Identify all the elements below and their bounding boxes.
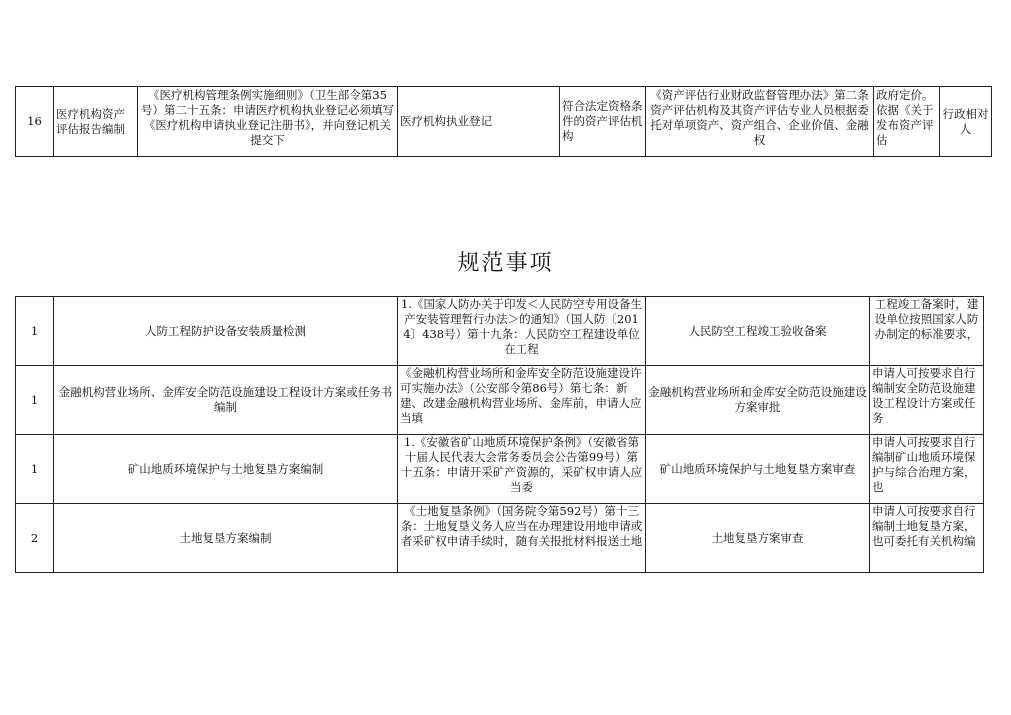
note-text: 申请人可按要求自行编制安全防范设施建设工程设计方案或任务 (872, 366, 976, 425)
fee-basis-cell (874, 87, 940, 157)
service-item-cell: 金融机构营业场所、金库安全防范设施建设工程设计方案或任务书编制 (54, 366, 398, 435)
legal-basis-cell (398, 366, 646, 435)
legal-basis-text: 《土地复垦条例》（国务院令第592号）第十三条：土地复垦义务人应当在办理建设用地申请或者采矿权申请手续时，随有关报批材料报送土地 (400, 504, 643, 548)
approval-item-cell: 土地复垦方案审查 (646, 504, 870, 573)
row-number: 16 (16, 87, 54, 157)
approval-item-cell: 金融机构营业场所和金库安全防范设施建设方案审批 (646, 366, 870, 435)
note-text: 工程竣工备案时，建设单位按照国家人防办制定的标准要求， (874, 297, 979, 341)
service-item-cell: 矿山地质环境保护与土地复垦方案编制 (54, 435, 398, 504)
legal-basis-text: 1.《安徽省矿山地质环境保护条例》（安徽省第十届人民代表大会常务委员会公告第99号）第十五条：申请开采矿产资源的，采矿权申请人应当委 (400, 435, 643, 494)
standard-items-table (15, 296, 984, 573)
approval-item-cell: 矿山地质环境保护与土地复垦方案审查 (646, 435, 870, 504)
note-cell (870, 435, 984, 504)
legal-basis-cell (398, 435, 646, 504)
service-item-cell: 土地复垦方案编制 (54, 504, 398, 573)
fee-basis-text: 政府定价。依据《关于发布资产评估 (876, 87, 934, 147)
note-text: 申请人可按要求自行编制矿山地质环境保护与综合治理方案，也 (872, 435, 976, 494)
approval-item-cell: 医疗机构执业登记 (398, 87, 560, 157)
service-item-text: 医疗机构资产评估报告编制 (56, 106, 125, 136)
section-title: 规范事项 (457, 251, 554, 276)
note-cell (870, 366, 984, 435)
legal-basis-text: 《金融机构营业场所和金库安全防范设施建设许可实施办法》（公安部令第86号）第七条：新建、改建金融机构营业场所、金库前，申请人应当填 (400, 366, 642, 425)
provider-basis-cell (646, 87, 874, 157)
row-number: 1 (16, 297, 54, 366)
provider-text: 符合法定资格条件的资产评估机构 (562, 99, 643, 143)
approval-item-cell: 人民防空工程竣工验收备案 (646, 297, 870, 366)
table-row (16, 504, 984, 573)
legal-basis-text: 《医疗机构管理条例实施细则》（卫生部令第35号）第二十五条：申请医疗机构执业登记必须填写《医疗机构申请执业登记注册书》，并向登记机关提交下 (141, 87, 394, 147)
service-item-cell (54, 87, 138, 157)
note-cell (870, 504, 984, 573)
target-cell: 行政相对人 (940, 87, 992, 157)
provider-cell (560, 87, 646, 157)
row-number: 1 (16, 366, 54, 435)
legal-basis-text: 1.《国家人防办关于印发＜人民防空专用设备生产安装管理暂行办法＞的通知》（国人防〔2014〕438号）第十九条：人民防空工程建设单位在工程 (401, 297, 642, 356)
note-text: 申请人可按要求自行编制土地复垦方案，也可委托有关机构编 (872, 504, 976, 548)
service-item-cell: 人防工程防护设备安装质量检测 (54, 297, 398, 366)
legal-basis-cell (398, 504, 646, 573)
table-row (16, 435, 984, 504)
previous-items-table (15, 86, 992, 157)
row-number: 2 (16, 504, 54, 573)
legal-basis-cell (398, 297, 646, 366)
note-cell (870, 297, 984, 366)
table-row (16, 87, 992, 157)
row-number: 1 (16, 435, 54, 504)
provider-basis-text: 《资产评估行业财政监督管理办法》第二条 资产评估机构及其资产评估专业人员根据委托对单项资产、资产组合、企业价值、金融权 (650, 87, 869, 147)
table-row (16, 366, 984, 435)
table-row (16, 297, 984, 366)
legal-basis-cell (138, 87, 398, 157)
